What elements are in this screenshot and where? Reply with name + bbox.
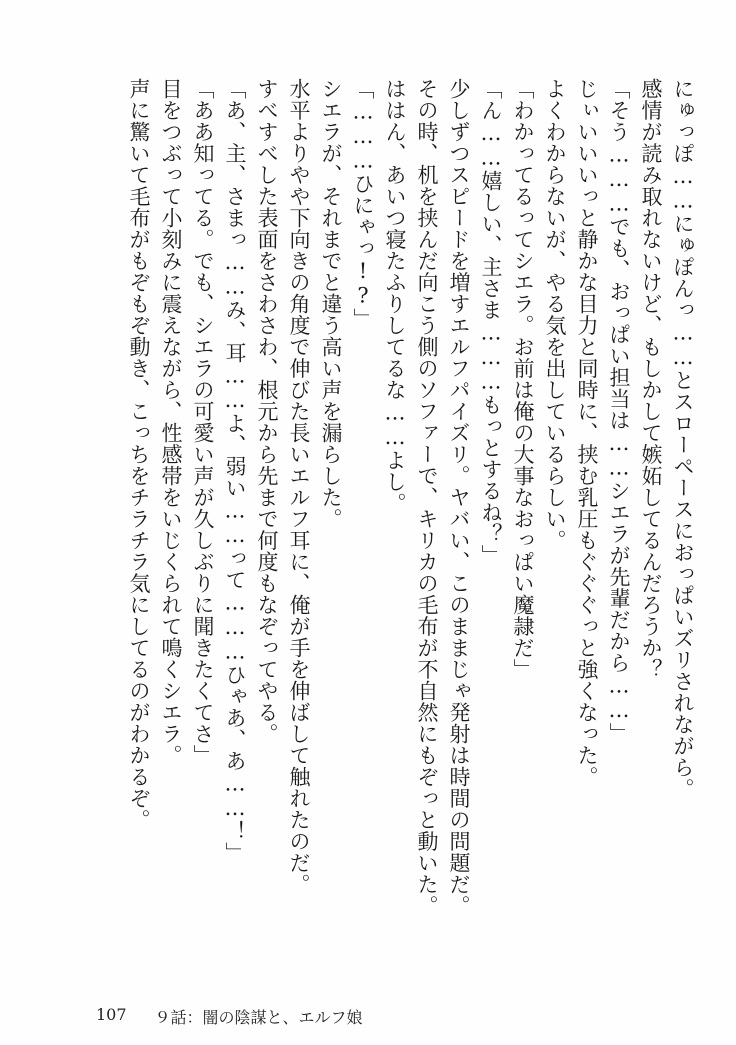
text-column-3: 「そう………でも、おっぱい担当は……シエラが先輩だから……」 bbox=[607, 78, 631, 744]
chapter-title: ９話：闇の陰謀と、エルフ娘 bbox=[154, 1008, 363, 1027]
text-column-7: 「ん……嬉しい、主さま………もっとするね？」 bbox=[479, 78, 503, 566]
text-column-12: シエラが、それまでと違う高い声を漏らした。 bbox=[319, 78, 343, 530]
text-column-6: 「わかってるってシエラ。お前は俺の大事なおっぱい魔隷だ」 bbox=[511, 78, 535, 680]
text-column-2: 感情が読み取れないけど、もしかして嫉妬してるんだろうか？ bbox=[639, 78, 663, 680]
text-column-11: 「………ひにゃっ!?」 bbox=[351, 78, 375, 330]
text-column-10: ははん、あいつ寝たふりしてるな……よし。 bbox=[383, 78, 407, 514]
text-column-17: 目をつぶって小刻みに震えながら、性感帯をいじくられて鳴くシエラ。 bbox=[159, 78, 183, 766]
text-column-15: 「あ、主、さまっ……み、耳……よ、弱い……って………ひゃあ、あ……！」 bbox=[223, 78, 247, 864]
text-column-8: 少しずつスピードを増すエルフパイズリ。ヤバい、このままじゃ発射は時間の問題だ。 bbox=[447, 78, 471, 917]
text-column-16: 「ああ知ってる。でも、シエラの可愛い声が久しぶりに聞きたくてさ」 bbox=[191, 78, 215, 766]
page-number: 107 bbox=[96, 1005, 127, 1024]
page-footer bbox=[96, 1005, 363, 1028]
text-column-14: すべすべした表面をさわさわ、根元から先まで何度もなぞってやる。 bbox=[255, 78, 279, 745]
text-column-1: にゅっぽ……にゅぽんっ……とスローペースにおっぱいズリされながら。 bbox=[671, 78, 695, 800]
text-column-5: よくわからないが、やる気を出しているらしい。 bbox=[543, 78, 567, 551]
text-column-18: 声に驚いて毛布がもぞもぞ動き、こっちをチラチラ気にしてるのがわかるぞ。 bbox=[127, 78, 151, 831]
vertical-text-block bbox=[126, 78, 696, 978]
text-column-13: 水平よりやや下向きの角度で伸びた長いエルフ耳に、俺が手を伸ばして触れたのだ。 bbox=[287, 78, 311, 895]
text-column-9: その時、机を挟んだ向こう側のソファーで、キリカの毛布が不自然にもぞっと動いた。 bbox=[415, 78, 439, 917]
text-column-4: じぃいいいっと静かな目力と同時に、挟む乳圧もぐぐぐっと強くなった。 bbox=[575, 78, 599, 788]
